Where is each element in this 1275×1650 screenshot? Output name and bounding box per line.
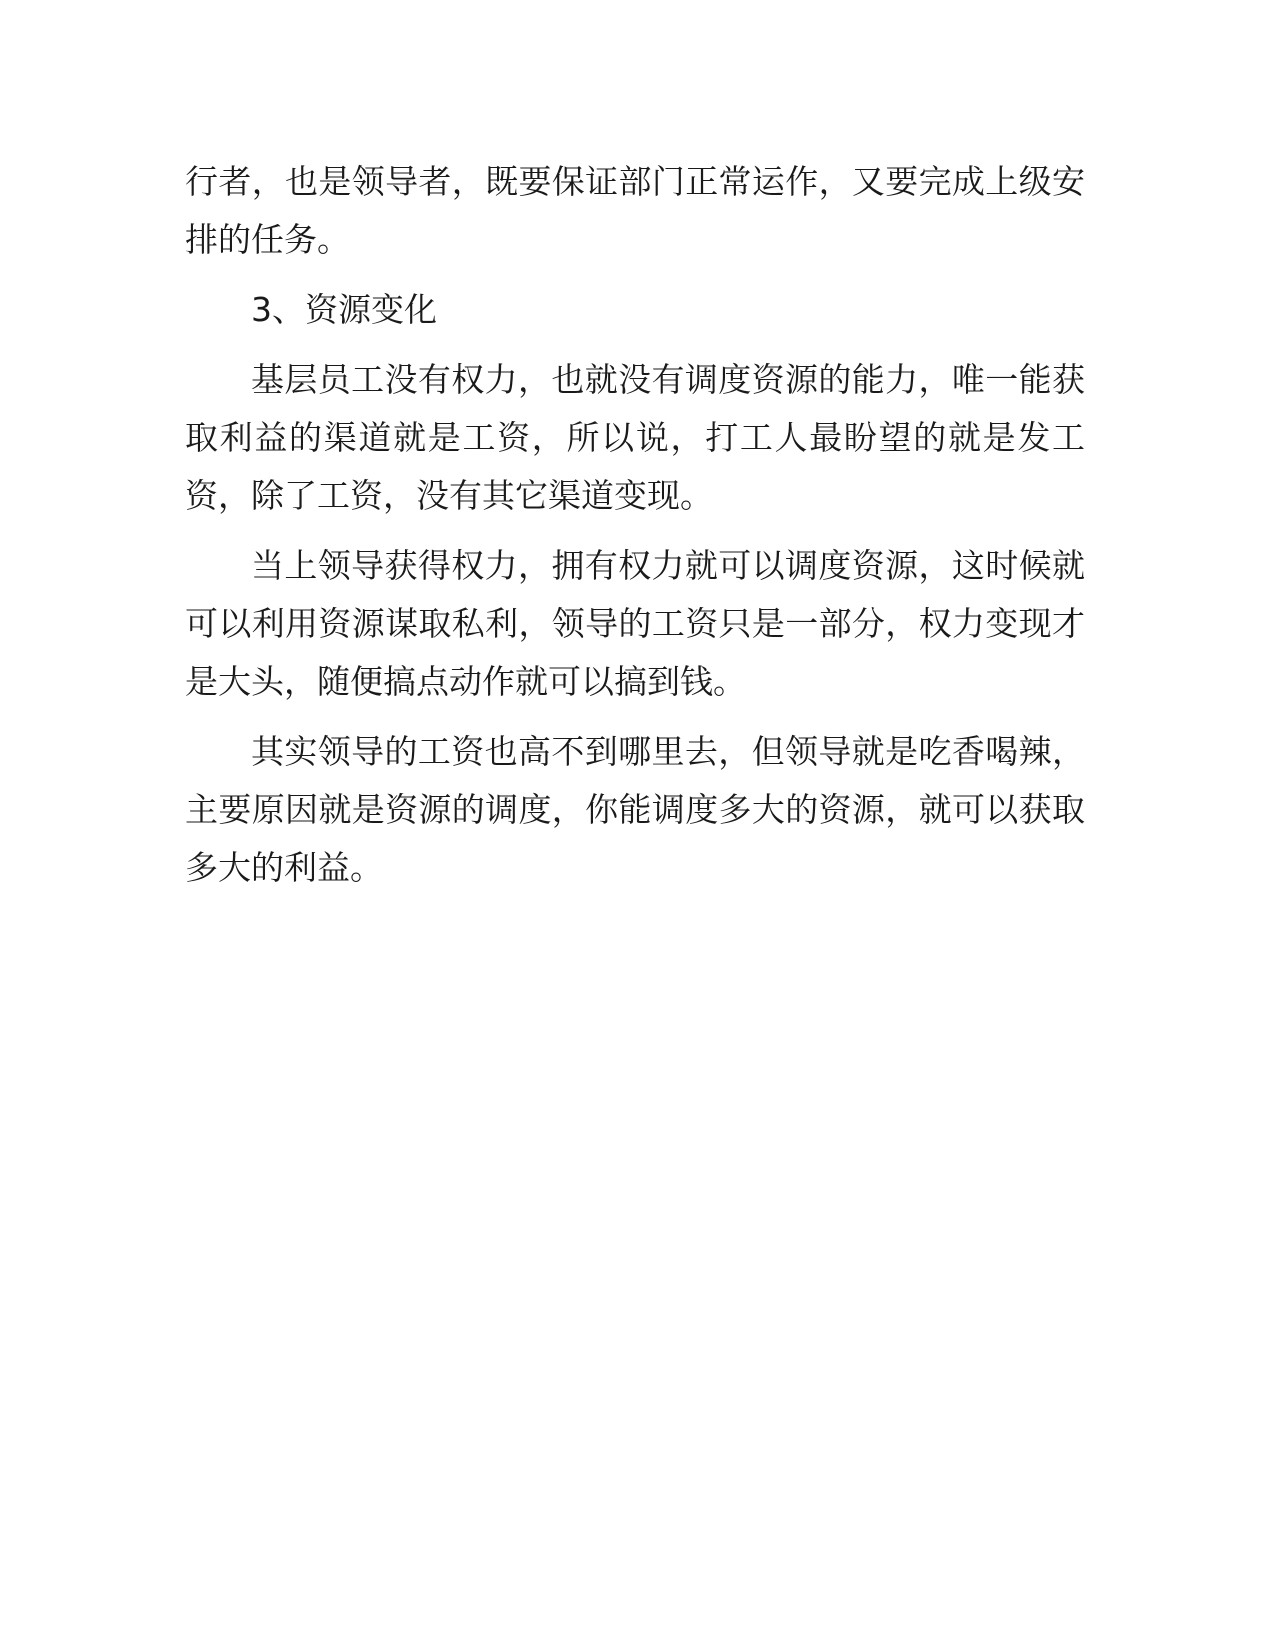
paragraph: 其实领导的工资也高不到哪里去，但领导就是吃香喝辣，主要原因就是资源的调度，你能调度多大的资源，就可以获取多大的利益。 [185, 732, 1085, 887]
paragraph: 基层员工没有权力，也就没有调度资源的能力，唯一能获取利益的渠道就是工资，所以说，打工人最盼望的就是发工资，除了工资，没有其它渠道变现。 [185, 360, 1085, 515]
section-heading: 3、资源变化 [251, 290, 437, 329]
paragraph: 当上领导获得权力，拥有权力就可以调度资源，这时候就可以利用资源谋取私利，领导的工资只是一部分，权力变现才是大头，随便搞点动作就可以搞到钱。 [185, 546, 1085, 701]
paragraph-continued: 行者，也是领导者，既要保证部门正常运作，又要完成上级安排的任务。 [185, 162, 1085, 259]
document-body [185, 153, 1085, 909]
